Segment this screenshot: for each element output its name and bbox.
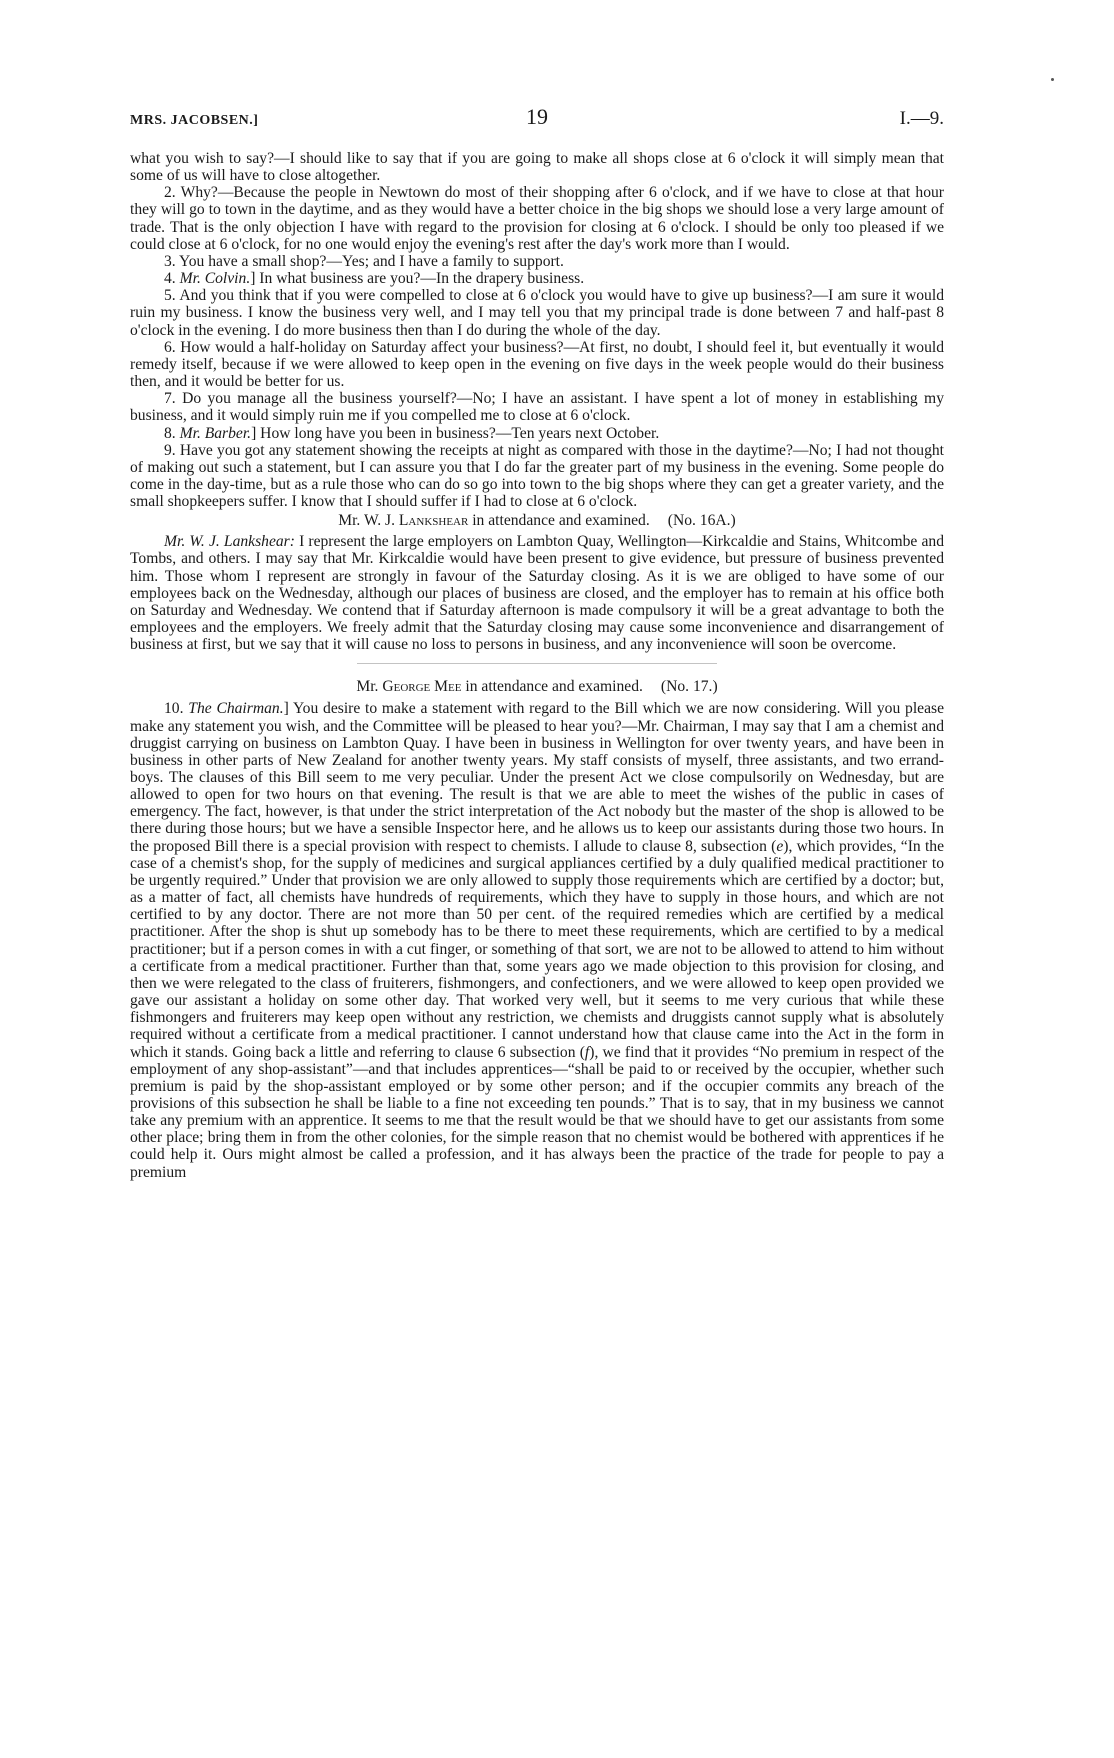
witness-surname: Lankshear [398, 512, 469, 530]
page-body [130, 150, 944, 1181]
heading-rest: in attendance and examined. [468, 512, 650, 530]
question-number: 8. [164, 424, 176, 442]
question-text-cont: ), which provides, “In the case of a chemist's shop, for the supply of medicines and surgical appliances certified by a duly qualified medical practitioner to be urgently required.” Under that provision we are only allowed to supply those requirements which are certified by a doctor; but, as a matter of fact, all chemists have hundreds of requirements, which they have to supply in those hours, and which are not certified to by any doctor. There are not more than 50 per cent. of the required remedies which are certified by a medical practitioner. After the shop is shut up somebody has to be there to meet these requirements, which are certified to by a medical practitioner; but if a person comes in with a cut finger, or something of that sort, we are not to be allowed to attend to him without a certificate from a medical practitioner. Further than that, some years ago we made objection to this provision for closing, and then we were relegated to the class of fruiterers, fishmongers, and confectioners, and we were allowed to keep open provided we gave our assistant a holiday on some other day. That worked very well, but it seems to me very curious that while these fishmongers and fruiterers may keep open without any restriction, we chemists and druggists cannot supply what is absolutely required without a certificate from a medical practitioner. I cannot understand how that clause came into the Act in the form in which it stands. Going back a little and referring to clause 6 subsection ( [130, 837, 944, 1061]
speaker-name: Mr. Colvin. [179, 270, 251, 288]
heading-prefix: Mr. [356, 678, 383, 696]
question-8 [130, 425, 944, 442]
paragraph-continuation: what you wish to say?—I should like to say that if you are going to make all shops close at 6 o'clock it will simply mean that some of us will have to close altogether. [130, 150, 944, 185]
question-10 [130, 700, 944, 1180]
running-header [130, 104, 944, 134]
page-number: 19 [526, 104, 548, 129]
speaker-name: The Chairman. [188, 700, 284, 718]
question-text: ] You desire to make a statement with regard to the Bill which we are now considering. Will you please make any statement you wish, and the Committee will be pleased to hear you?—Mr. Chairman, I may say that I am a chemist and druggist carrying on business on Lambton Quay. I have been in business in Wellington for over twenty years, and have been in business in other parts of New Zealand for another twenty years. My staff consists of myself, three assistants, and two errand-boys. The clauses of this Bill seem to me very peculiar. Under the present Act we close compulsorily on Wednesday, but are allowed to open for two hours on that evening. The result is that we are able to meet the wishes of the public in cases of emergency. The fact, however, is that under the strict interpretation of the Act nobody but the master of the shop is allowed to be there during those hours; but we have a sensible Inspector here, and he allows us to keep our assistants during those two hours. In the proposed Bill there is a special provision with respect to chemists. I allude to clause 8, subsection ( [130, 700, 944, 855]
witness-heading-lankshear [130, 512, 944, 530]
question-text: ] How long have you been in business?—Ten years next October. [251, 424, 660, 442]
question-9: 9. Have you got any statement showing the receipts at night as compared with those in the daytime?—No; I had not thought of making out such a statement, but I can assure you that I do far the greater part of my business in the evening. Some people do come in the day-time, but as a rule those who can do so go into town to the big shops where they can get a greater variety, and the small shopkeepers suffer. I know that I should suffer if I had to close at 6 o'clock. [130, 441, 944, 511]
header-witness-name: MRS. JACOBSEN.] [130, 113, 259, 128]
question-3: 3. You have a small shop?—Yes; and I have a family to support. [164, 252, 564, 270]
speaker-name: Mr. W. J. Lankshear: [164, 533, 295, 551]
heading-rest: in attendance and examined. [461, 678, 643, 696]
question-number: 10. [164, 700, 184, 718]
question-7: 7. Do you manage all the business yourself?—No; I have an assistant. I have spent a lot of money in establishing my business, and it would simply ruin me if you compelled me to close at 6 o'clock. [130, 390, 944, 425]
case-number: (No. 16A.) [667, 512, 736, 530]
question-number: 4. [164, 270, 176, 288]
scan-speck [1051, 78, 1054, 81]
question-text: ] In what business are you?—In the drapery business. [250, 270, 585, 288]
section-divider [357, 663, 717, 664]
subsection-letter: f [584, 1043, 590, 1061]
witness-name: George Mee [382, 678, 462, 696]
question-text-end: ), we find that it provides “No premium in respect of the employment of any shop-assistant”—and that includes apprentices—“shall be paid to or received by the occupier, whether such premium is paid by the shop-assistant employed or by some other person; and if the occupier commits any breach of the provisions of this subsection he shall be liable to a fine not exceeding ten pounds.” That is to say, that in my business we cannot take any premium with an apprentice. It seems to me that the result would be that we should have to get our assistants from some other place; bring them in from the other colonies, for the simple reason that no chemist would be bothered with apprentices if he could help it. Ours might almost be called a profession, and it has always been the practice of the trade for people to pay a premium [130, 1043, 944, 1181]
statement-text: I represent the large employers on Lambton Quay, Wellington—Kirkcaldie and Stains, Whitcombe and Tombs, and others. I may say that Mr. Kirkcaldie would have been present to give evidence, but pressure of business prevented him. Those whom I represent are strongly in favour of the Saturday closing. As it is we are obliged to have some of our employees back on the Wednesday, although our places of business are closed, and the employer has to remain at his office both on Saturday and Wednesday. We contend that if Saturday afternoon is made compulsory it will be a great advantage to both the employees and the employers. We freely admit that the Saturday closing may cause some inconvenience and disarrangement of business at first, but we say that it will cause no loss to persons in business, and any inconvenience will soon be overcome. [130, 533, 944, 654]
speaker-name: Mr. Barber. [179, 424, 252, 442]
witness-heading-mee [130, 678, 944, 696]
question-4 [130, 270, 944, 287]
question-5: 5. And you think that if you were compelled to close at 6 o'clock you would have to give up business?—I am sure it would ruin my business. I know the business very well, and I may tell you that my principal trade is done between 7 and half-past 8 o'clock in the evening. I do more business then than I do during the whole of the day. [130, 287, 944, 339]
subsection-letter: e [776, 837, 784, 855]
question-6: 6. How would a half-holiday on Saturday affect your business?—At first, no doubt, I should feel it, but eventually it would remedy itself, because if we were allowed to keep open in the evening on five days in the week people would do their business then, and it would be better for us. [130, 338, 944, 391]
question-2: 2. Why?—Because the people in Newtown do most of their shopping after 6 o'clock, and if we have to close at that hour they will go to town in the daytime, and as they would have a better choice in the big shops we should lose a very large amount of trade. That is the only objection I have with regard to the provision for closing at 6 o'clock. I should be only too pleased if we could close at 6 o'clock, for no one would enjoy the evening's rest after the day's work more than I would. [130, 184, 944, 253]
heading-prefix: Mr. W. J. [338, 512, 399, 530]
case-number: (No. 17.) [660, 678, 718, 696]
document-reference: I.—9. [899, 108, 944, 129]
statement-lankshear [130, 533, 944, 653]
